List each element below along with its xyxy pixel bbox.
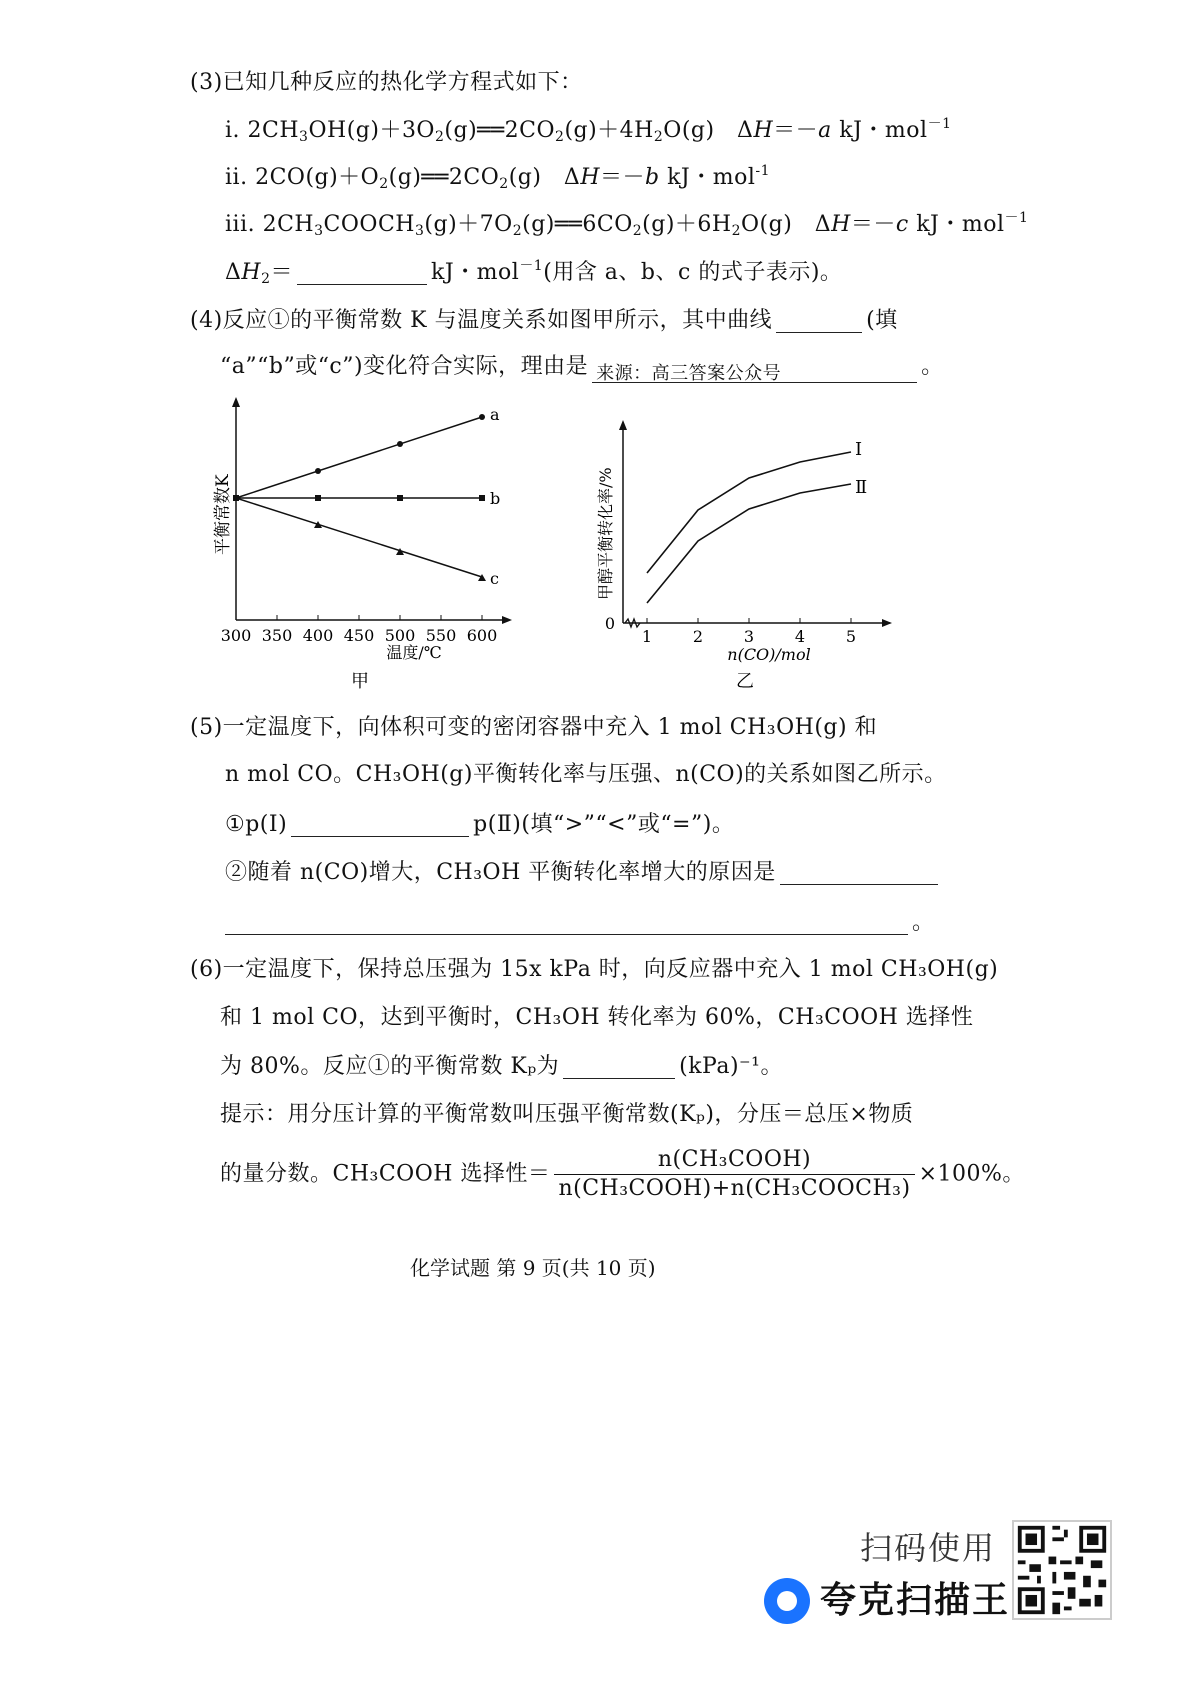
q5-sub1-head: ①p(Ⅰ) [225,812,288,837]
q5-end: 。 [912,910,935,935]
q6-hint2-head: 的量分数。CH₃COOH 选择性＝ [220,1161,551,1187]
equation-iii: iii. $2CH_3COOCH_3(g)+7O_2(g)══6CO_2(g)+6H_2O(g)$ ΔH＝－c kJ・mol$^{-1}$ [225,210,1029,239]
q4-tail: (填 [866,308,898,333]
q6-line1: (6)一定温度下，保持总压强为 15x kPa 时，向反应器中充入 1 mol CH₃OH(g) [190,957,999,982]
q5-sub2-cont [225,908,935,938]
point-a-600 [479,414,485,420]
point-b-400 [315,495,321,501]
equation-i: i. $2CH_3OH(g)+3O_2(g)══2CO_2(g)+4H_2O(g)$ ΔH＝－a kJ・mol$^{-1}$ [225,116,952,145]
yi-caption: 乙 [736,671,754,692]
equation-ii: ii. $2CO(g)+O_2(g)══2CO_2(g)$ ΔH＝－b kJ・mol$^{-1}$ [225,163,771,192]
eq2-label: ii. [225,165,248,190]
curve-I [647,452,851,573]
q6-hint2-tail: ×100%。 [918,1161,1025,1187]
q5-sub2 [225,858,942,888]
label-b: b [490,489,501,508]
q6-hint: 提示：用分压计算的平衡常数叫压强平衡常数(Kₚ)，分压＝总压×物质 [220,1102,914,1127]
jia-xlabel: 温度/℃ [386,643,442,662]
brand-name: 夸克扫描王 [820,1580,1011,1621]
label-II: Ⅱ [855,477,868,498]
eq3-label: iii. [225,212,256,237]
q4-line2 [220,352,944,383]
yi-xlabel: n(CO)/mol [727,645,811,664]
yi-xtick: 5 [845,627,857,646]
quark-logo-icon [764,1578,810,1624]
point-c-600 [478,574,486,581]
q6-line3-tail: (kPa)⁻¹。 [679,1054,783,1079]
jia-caption: 甲 [351,671,369,692]
figure-jia [200,395,530,695]
q5-sub1 [225,810,734,840]
fraction-denominator: n(CH₃COOH)+n(CH₃COOCH₃) [558,1176,911,1201]
dh2-line: $\Delta H_2=$ kJ・mol$^{-1}$(用含 a、b、c 的式子表示)。 [225,258,843,287]
q6-kp-blank[interactable] [563,1054,675,1079]
point-a-500 [397,441,403,447]
point-b-500 [397,495,403,501]
figure-yi [585,415,915,695]
dh2-unit: kJ・mol [431,260,520,285]
q5-line2: n mol CO。CH₃OH(g)平衡转化率与压强、n(CO)的关系如图乙所示。 [225,762,947,787]
yi-ylabel: 甲醇平衡转化率/% [596,467,615,600]
selectivity-fraction [554,1146,914,1203]
q6-hint2 [220,1146,1025,1203]
label-I: Ⅰ [855,439,863,460]
yi-origin: 0 [604,614,615,633]
q6-line3 [220,1052,783,1082]
jia-xtick: 400 [302,626,334,645]
qr-code-icon[interactable] [1012,1520,1112,1620]
q4-line1 [190,306,898,336]
dh2-answer-blank[interactable] [297,260,427,285]
q5-reason-blank-1[interactable] [780,860,938,885]
jia-xtick: 550 [425,626,457,645]
jia-xtick: 600 [466,626,498,645]
point-a-400 [315,468,321,474]
label-c: c [490,569,499,588]
jia-xtick: 300 [220,626,252,645]
jia-xtick: 350 [261,626,293,645]
q6-line3-head: 为 80%。反应①的平衡常数 Kₚ为 [220,1054,560,1079]
q4-text: (4)反应①的平衡常数 K 与温度关系如图甲所示，其中曲线 [190,308,773,333]
q6-line2: 和 1 mol CO，达到平衡时，CH₃OH 转化率为 60%，CH₃COOH 选择性 [220,1005,974,1030]
dh2-tail: (用含 a、b、c 的式子表示)。 [543,260,843,285]
q5-sub2-text: ②随着 n(CO)增大，CH₃OH 平衡转化率增大的原因是 [225,860,776,885]
jia-xtick: 450 [343,626,375,645]
point-b-300 [233,495,239,501]
q5-sub1-tail: p(Ⅱ)(填“>”“<”或“=”)。 [473,812,735,837]
eq1-label: i. [225,118,241,143]
curve-II [647,484,851,603]
q4-reason-blank[interactable] [592,358,917,383]
yi-xtick: 4 [794,627,806,646]
q5-reason-blank-2[interactable] [225,910,908,935]
q4-text2: “a”“b”或“c”)变化符合实际，理由是 [220,354,589,379]
yi-xtick: 1 [641,627,653,646]
source-note: 来源：高三答案公众号 [596,363,782,384]
curve-c [236,498,482,577]
q5-line1: (5)一定温度下，向体积可变的密闭容器中充入 1 mol CH₃OH(g) 和 [190,715,878,740]
scan-to-use-text: 扫码使用 [860,1529,997,1567]
yi-xtick: 2 [692,627,704,646]
q5-compare-blank[interactable] [291,812,469,837]
page-footer: 化学试题 第 9 页(共 10 页) [410,1256,656,1280]
jia-xtick: 500 [384,626,416,645]
label-a: a [490,405,500,424]
q3-intro: (3)已知几种反应的热化学方程式如下： [190,70,583,95]
q4-end: 。 [921,354,944,379]
curve-a [236,417,482,498]
fraction-numerator: n(CH₃COOH) [554,1146,914,1175]
point-b-600 [479,495,485,501]
jia-ylabel: 平衡常数K [213,474,233,555]
q4-curve-blank[interactable] [776,308,862,333]
yi-xtick: 3 [743,627,755,646]
